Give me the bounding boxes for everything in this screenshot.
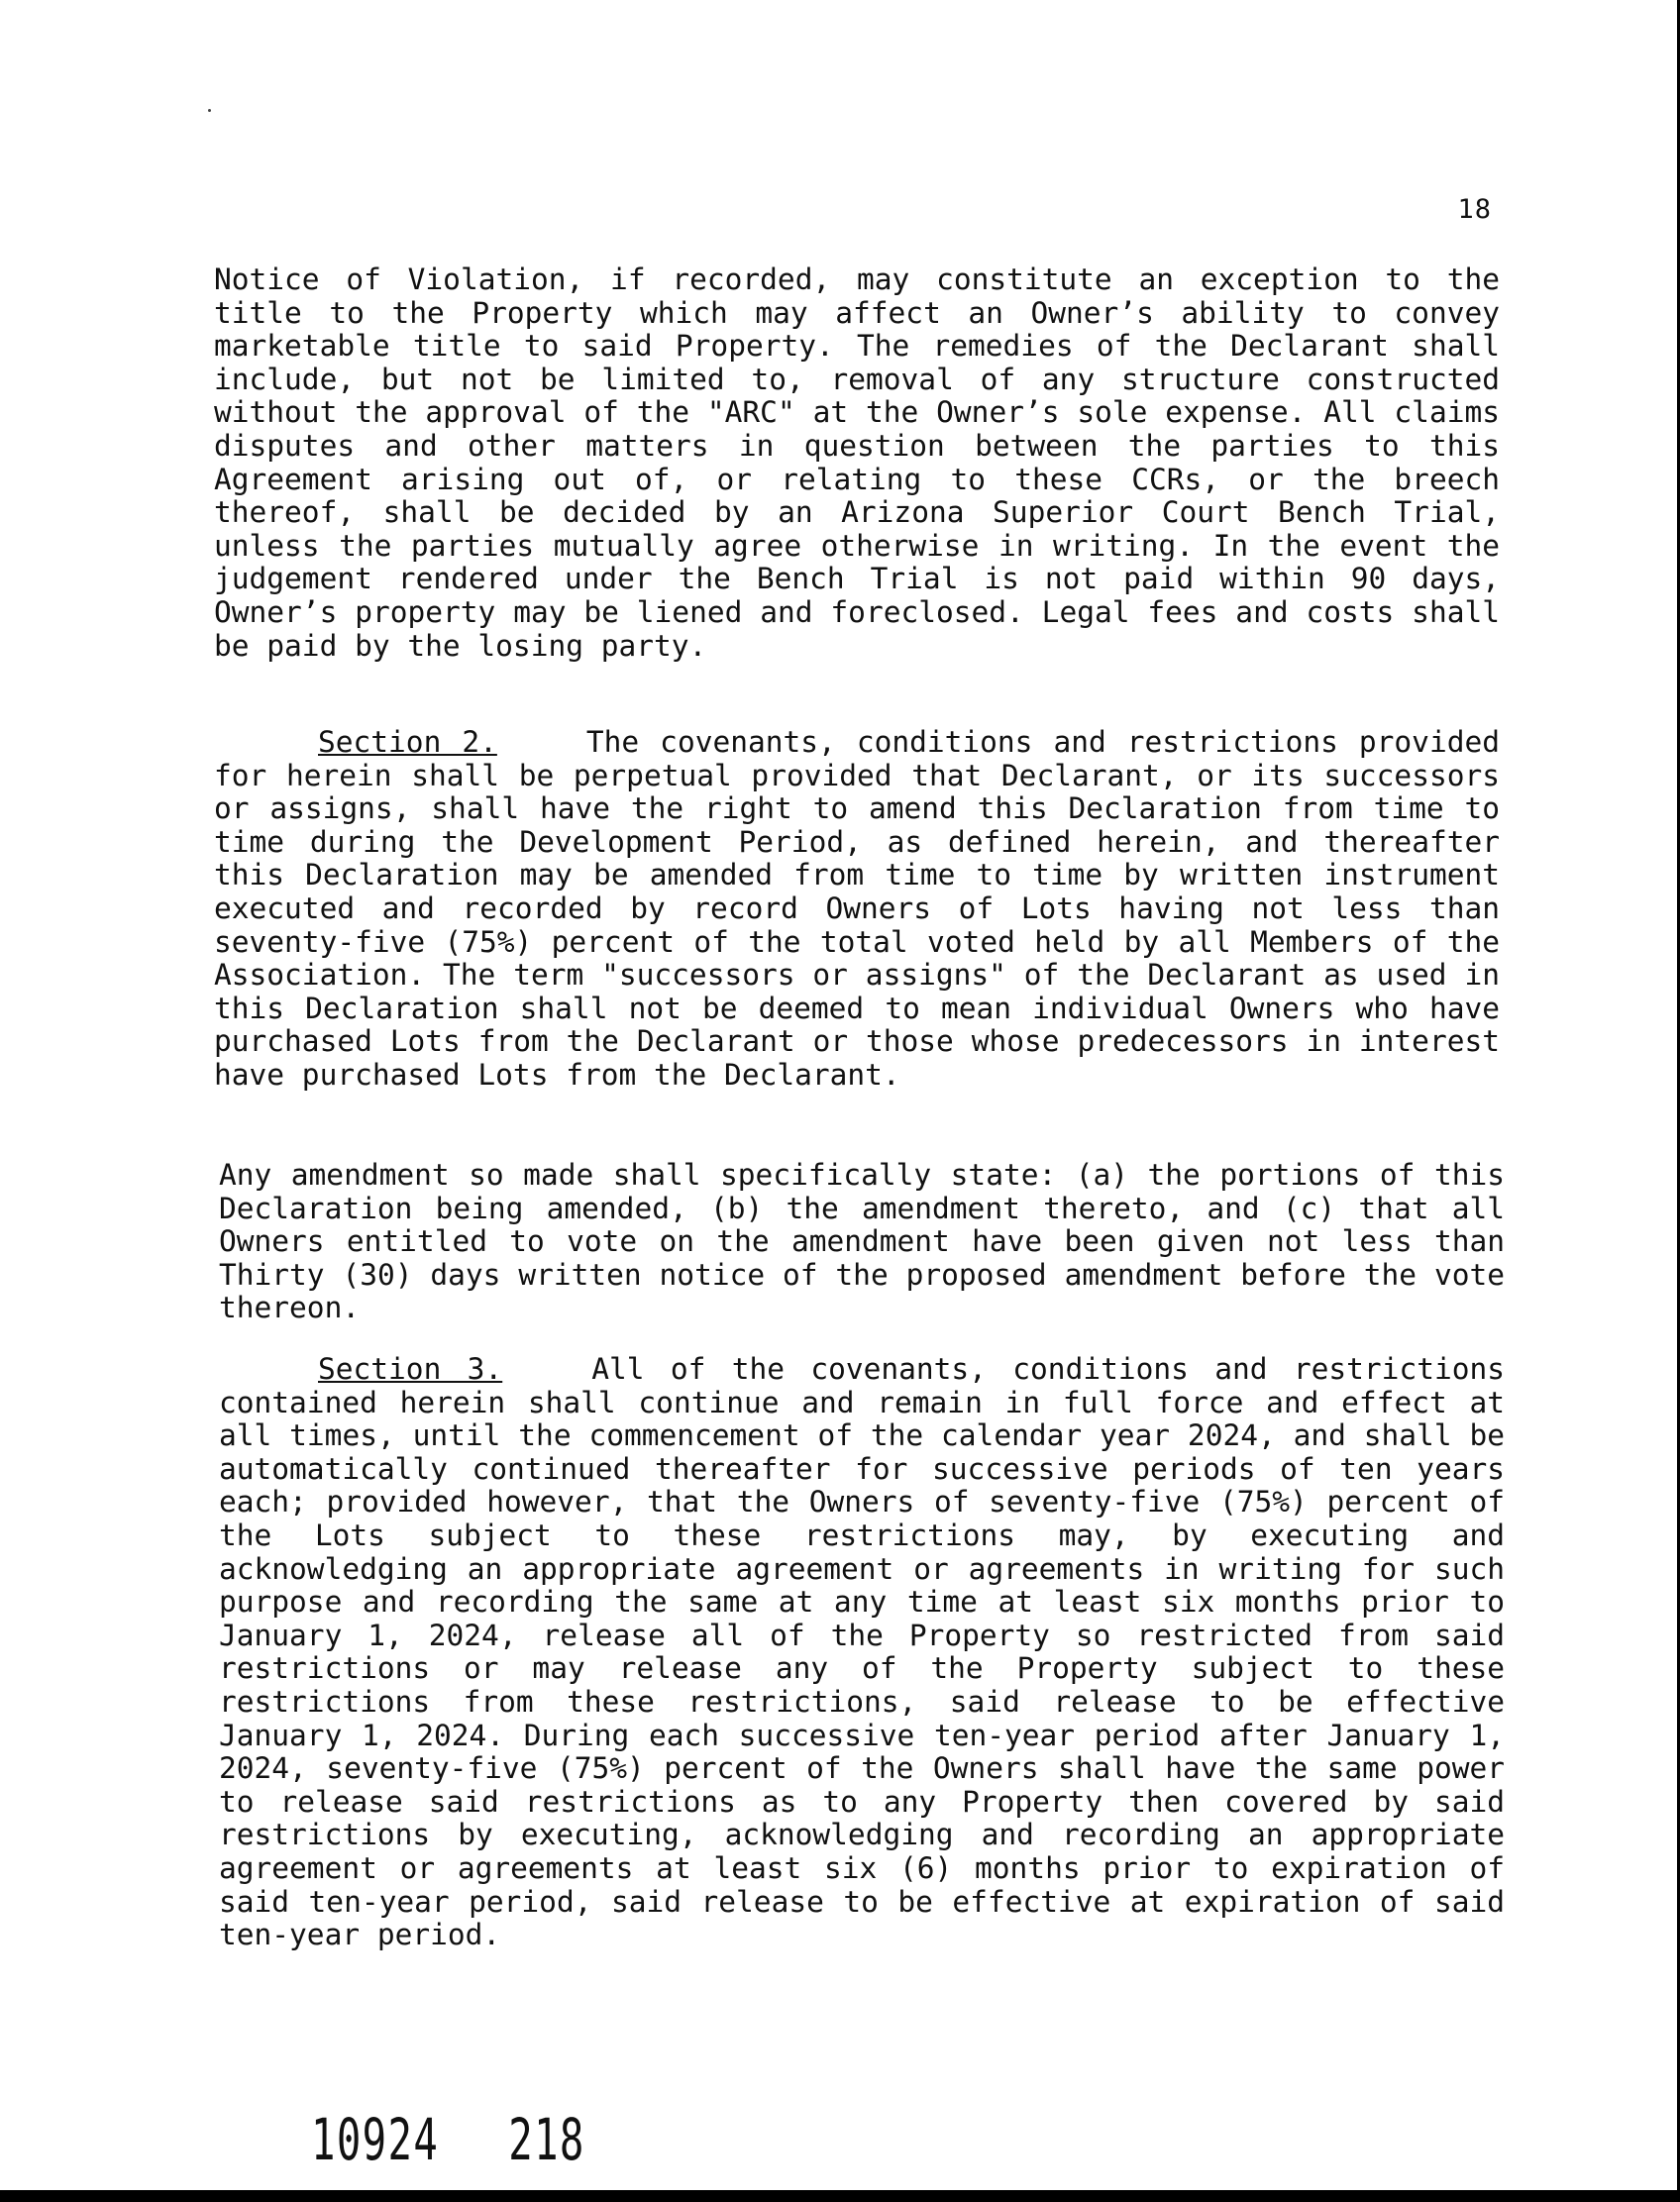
scan-speck [208, 109, 211, 112]
scan-bottom-edge [0, 2190, 1680, 2202]
paragraph-amendment: Any amendment so made shall specifically state: (a) the portions of this Declaration being amended, (b) the amendment thereto, and (c) that all Owners entitled to vote on the amendment have been given not less than Thirty (30) days written notice of the proposed amendment before the vote thereon. [219, 1158, 1505, 1325]
section-3-text: All of the covenants, conditions and restrictions contained herein shall continue and remain in full force and effect at all times, until the commencement of the calendar year 2024, and shall be automatically continued thereafter for successive periods of ten years each; provided however, that the Owners of seventy-five (75%) percent of the Lots subject to these restrictions may, by executing and acknowledging an appropriate agreement or agreements in writing for such purpose and recording the same at any time at least six months prior to January 1, 2024, release all of the Property so restricted from said restrictions or may release any of the Property subject to these restrictions from these restrictions, said release to be effective January 1, 2024. During each successive ten-year period after January 1, 2024, seventy-five (75%) percent of the Owners shall have the same power to release said restrictions as to any Property then covered by said restrictions by executing, acknowledging and recording an appropriate agreement or agreements at least six (6) months prior to expiration of said ten-year period, said release to be effective at expiration of said ten-year period. [219, 1352, 1506, 1952]
section-2-text: The covenants, conditions and restrictions provided for herein shall be perpetual provided that Declarant, or its successors or assigns, shall have the right to amend this Declaration from time to time during the Development Period, as defined herein, and thereafter this Declaration may be amended from time to time by written instrument executed and recorded by record Owners of Lots having not less than seventy-five (75%) percent of the total voted held by all Members of the Association. The term "successors or assigns" of the Declarant as used in this Declaration shall not be deemed to mean individual Owners who have purchased Lots from the Declarant or those whose predecessors in interest have purchased Lots from the Declarant. [214, 725, 1500, 1092]
stamp-docket: 10924 [311, 2106, 440, 2173]
paragraph-notice-of-violation: Notice of Violation, if recorded, may constitute an exception to the title to the Property which may affect an Owner’s ability to convey marketable title to said Property. The remedies of the Declarant shall include, but not be limited to, removal of any structure constructed without the approval of the "ARC" at the Owner’s sole expense. All claims disputes and other matters in question between the parties to this Agreement arising out of, or relating to these CCRs, or the breech thereof, shall be decided by an Arizona Superior Court Bench Trial, unless the parties mutually agree otherwise in writing. In the event the judgement rendered under the Bench Trial is not paid within 90 days, Owner’s property may be liened and foreclosed. Legal fees and costs shall be paid by the losing party. [214, 262, 1500, 663]
section-3-heading: Section 3. [318, 1352, 503, 1386]
page-number: 18 [1457, 194, 1492, 225]
section-3-paragraph [219, 1353, 1505, 1952]
section-2-heading: Section 2. [318, 725, 497, 759]
stamp-page: 218 [508, 2106, 585, 2173]
section-2-paragraph [214, 726, 1500, 1093]
recording-stamp [311, 2106, 585, 2173]
